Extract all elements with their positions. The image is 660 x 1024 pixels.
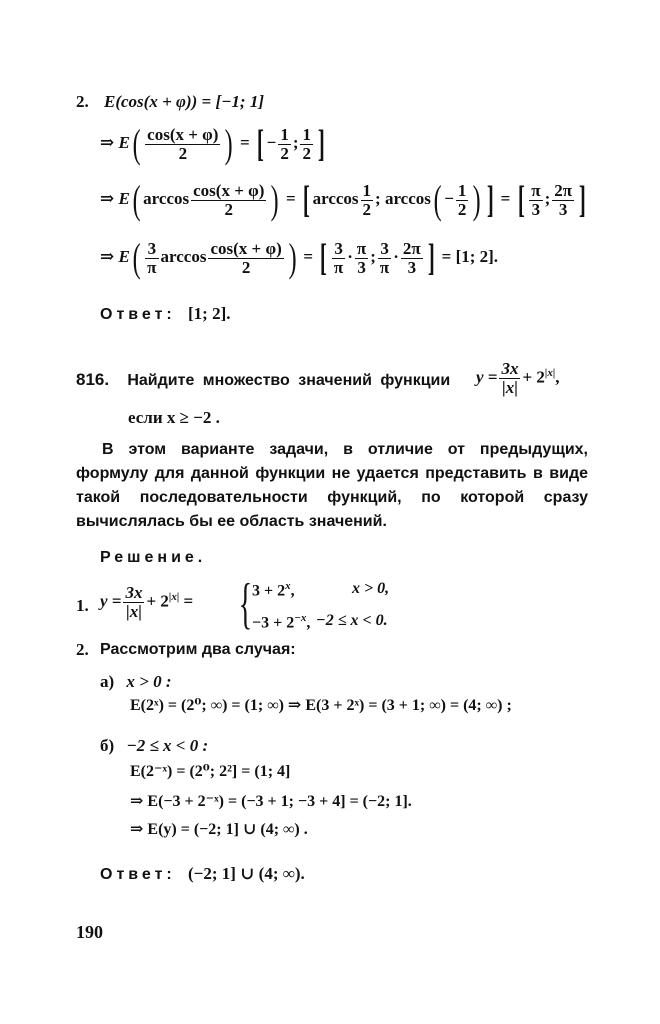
case-b: б) −2 ≤ x < 0 : <box>100 736 209 755</box>
case-b-formula-1: E(2⁻ˣ) = (2⁰; 2²] = (1; 4] <box>130 763 291 780</box>
solution-label: Решение. <box>100 549 207 566</box>
piecewise-definition: y = $\frac{3x}{|x|}$ + $2^{|x|}$ = <box>100 583 194 621</box>
item-number: 1. <box>76 596 89 615</box>
case-1: $3 + 2^x$, <box>252 580 295 600</box>
problem-condition: если x ≥ −2 . <box>128 408 220 427</box>
problem-function: y = $\frac{3x}{|x|}$ + $2^{|x|}$, <box>476 359 560 397</box>
formula-step-2: ⇒ E( arccos $\frac{\cos(x + \varphi)}{2}$ ) = [ arccos $\frac{1}{2}$ ; arccos( − $\frac{1}{2}$ ) ] = [ $\frac{\pi}{3}$ ; $\frac{2\pi}{3}$ ] <box>100 177 586 222</box>
case-a: а) x > 0 : <box>100 672 172 691</box>
page-number: 190 <box>76 922 103 942</box>
case-2-condition: −2 ≤ x < 0. <box>316 612 388 629</box>
answer-1: Ответ: [1; 2]. <box>100 304 231 323</box>
answer-2: Ответ: (−2; 1] ∪ (4; ∞). <box>100 864 305 883</box>
item-number: 2. <box>76 640 89 659</box>
case-a-formula: E(2ˣ) = (2⁰; ∞) = (1; ∞) ⇒ E(3 + 2ˣ) = (3 + 1; ∞) = (4; ∞) ; <box>130 697 512 714</box>
problem-header: 816. Найдите множество значений функции <box>76 370 451 389</box>
explanation-paragraph: В этом варианте задачи, в отличие от предыдущих, формулу для данной функции не удается представить в виде такой последовательности функций, по которой сразу вычислялась бы ее область значений. <box>76 441 588 530</box>
case-b-formula-2: ⇒ E(−3 + 2⁻ˣ) = (−3 + 1; −3 + 4] = (−2; 1]. <box>130 793 412 810</box>
formula-line: E(cos(x + φ)) = [−1; 1] <box>104 92 264 111</box>
case-b-formula-3: ⇒ E(y) = (−2; 1] ∪ (4; ∞) . <box>130 821 308 838</box>
brace: { <box>238 573 253 635</box>
item-number: 2. <box>76 92 89 111</box>
formula-step-3: ⇒ E( $\frac{3}{\pi}$ arccos $\frac{\cos(x + \varphi)}{2}$ ) = [ $\frac{3}{\pi}$ · $\frac{\pi}{3}$ ; $\frac{3}{\pi}$ · $\frac{2\pi}{3}$ ] = [1; 2]. <box>100 235 499 280</box>
case-2: $-3 + 2^{-x}$, <box>252 612 311 632</box>
formula-step-1: ⇒ E( $\frac{\cos(x + \varphi)}{2}$ ) = [ − $\frac{1}{2}$ ; $\frac{1}{2}$ ] <box>100 121 325 166</box>
case-1-condition: x > 0, <box>352 580 390 597</box>
item-text: Рассмотрим два случая: <box>100 641 296 658</box>
